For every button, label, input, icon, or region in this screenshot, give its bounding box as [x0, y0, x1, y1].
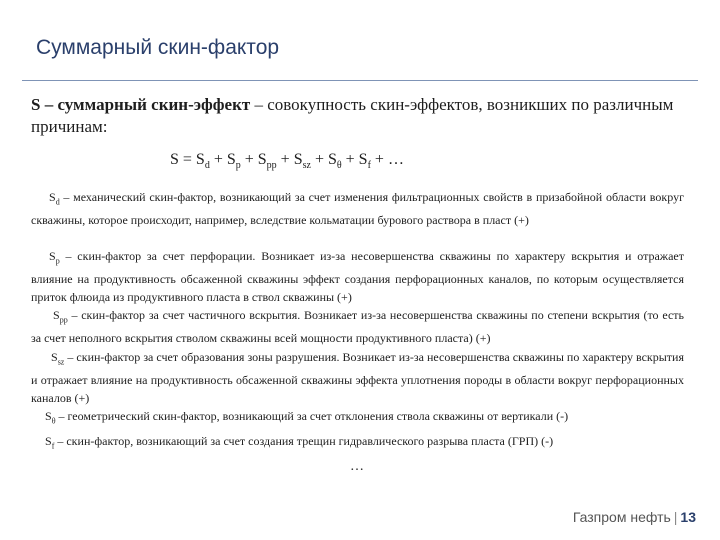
formula-part: + S	[310, 151, 337, 168]
item-description: – геометрический скин-фактор, возникающий за счет отклонения ствола скважины от вертикали (-)	[55, 409, 569, 423]
formula-sub: sz	[302, 160, 311, 172]
formula-sub: p	[235, 160, 241, 172]
formula-part: + S	[209, 151, 236, 168]
item-symbol: S	[45, 434, 52, 448]
formula-part: + …	[370, 151, 404, 168]
formula-sub: pp	[266, 160, 277, 172]
item-stheta	[31, 407, 684, 430]
item-description: – скин-фактор, возникающий за счет создания трещин гидравлического разрыва пласта (ГРП) (-)	[54, 434, 554, 448]
slide-title: Суммарный скин-фактор	[36, 36, 280, 59]
formula-sub: θ	[336, 160, 342, 172]
continuation-ellipsis: …	[350, 459, 364, 474]
formula-part: S = S	[170, 151, 205, 168]
definition-text	[31, 94, 701, 138]
item-symbol: S	[45, 409, 52, 423]
formula-sub: d	[204, 160, 210, 172]
formula-part: + S	[341, 151, 368, 168]
formula-part: + S	[276, 151, 303, 168]
formula-part: + S	[240, 151, 267, 168]
item-description: – механический скин-фактор, возникающий за счет изменения фильтрационных свойств в призабойной области вокруг скважины, которое происходит, например, вследствие кольматации бурового раствора в пласт (+)	[31, 190, 684, 228]
item-ssz	[31, 348, 684, 407]
page-number: 13	[680, 509, 696, 525]
item-subscript: f	[51, 441, 55, 451]
item-sf	[31, 432, 684, 455]
item-symbol: S	[49, 190, 56, 204]
item-description: – скин-фактор за счет перфорации. Возникает из-за несовершенства скважины по характеру вскрытия и отражает влияние на продуктивность обсаженной скважины эффект создания перфорационных каналов, по которым осуществляется приток флюида из продуктивного пласта в ствол скважины (+)	[31, 249, 684, 305]
item-sp	[31, 247, 684, 306]
item-spp	[31, 306, 684, 347]
item-symbol: S	[51, 350, 58, 364]
item-description: – скин-фактор за счет частичного вскрытия. Возникает из-за несовершенства скважины по степени вскрытия (то есть за счет неполного вскрытия стволом скважины всей мощности продуктивного пласта) (+)	[31, 308, 684, 346]
formula-sub: f	[367, 160, 371, 172]
item-subscript: d	[55, 197, 60, 207]
company-name: Газпром нефть	[572, 509, 671, 525]
definition-rest: – совокупность скин-эффектов, возникших по различным причинам:	[31, 95, 674, 136]
title-divider	[22, 80, 698, 81]
item-sd	[31, 188, 684, 229]
definition-term: S – суммарный скин-эффект	[31, 95, 251, 114]
slide-footer	[573, 509, 696, 525]
item-subscript: θ	[51, 416, 56, 426]
item-symbol: S	[49, 249, 56, 263]
item-subscript: p	[55, 256, 60, 266]
item-description: – скин-фактор за счет образования зоны разрушения. Возникает из-за несовершенства скважины по характеру вскрытия и отражает влияние на продуктивность обсаженной скважины эффекта уплотнения породы в области вокруг перфорационных каналов (+)	[31, 350, 684, 406]
item-subscript: pp	[59, 315, 68, 325]
item-symbol: S	[53, 308, 60, 322]
footer-separator: |	[673, 509, 678, 525]
item-subscript: sz	[57, 357, 65, 367]
skin-formula	[170, 151, 404, 171]
